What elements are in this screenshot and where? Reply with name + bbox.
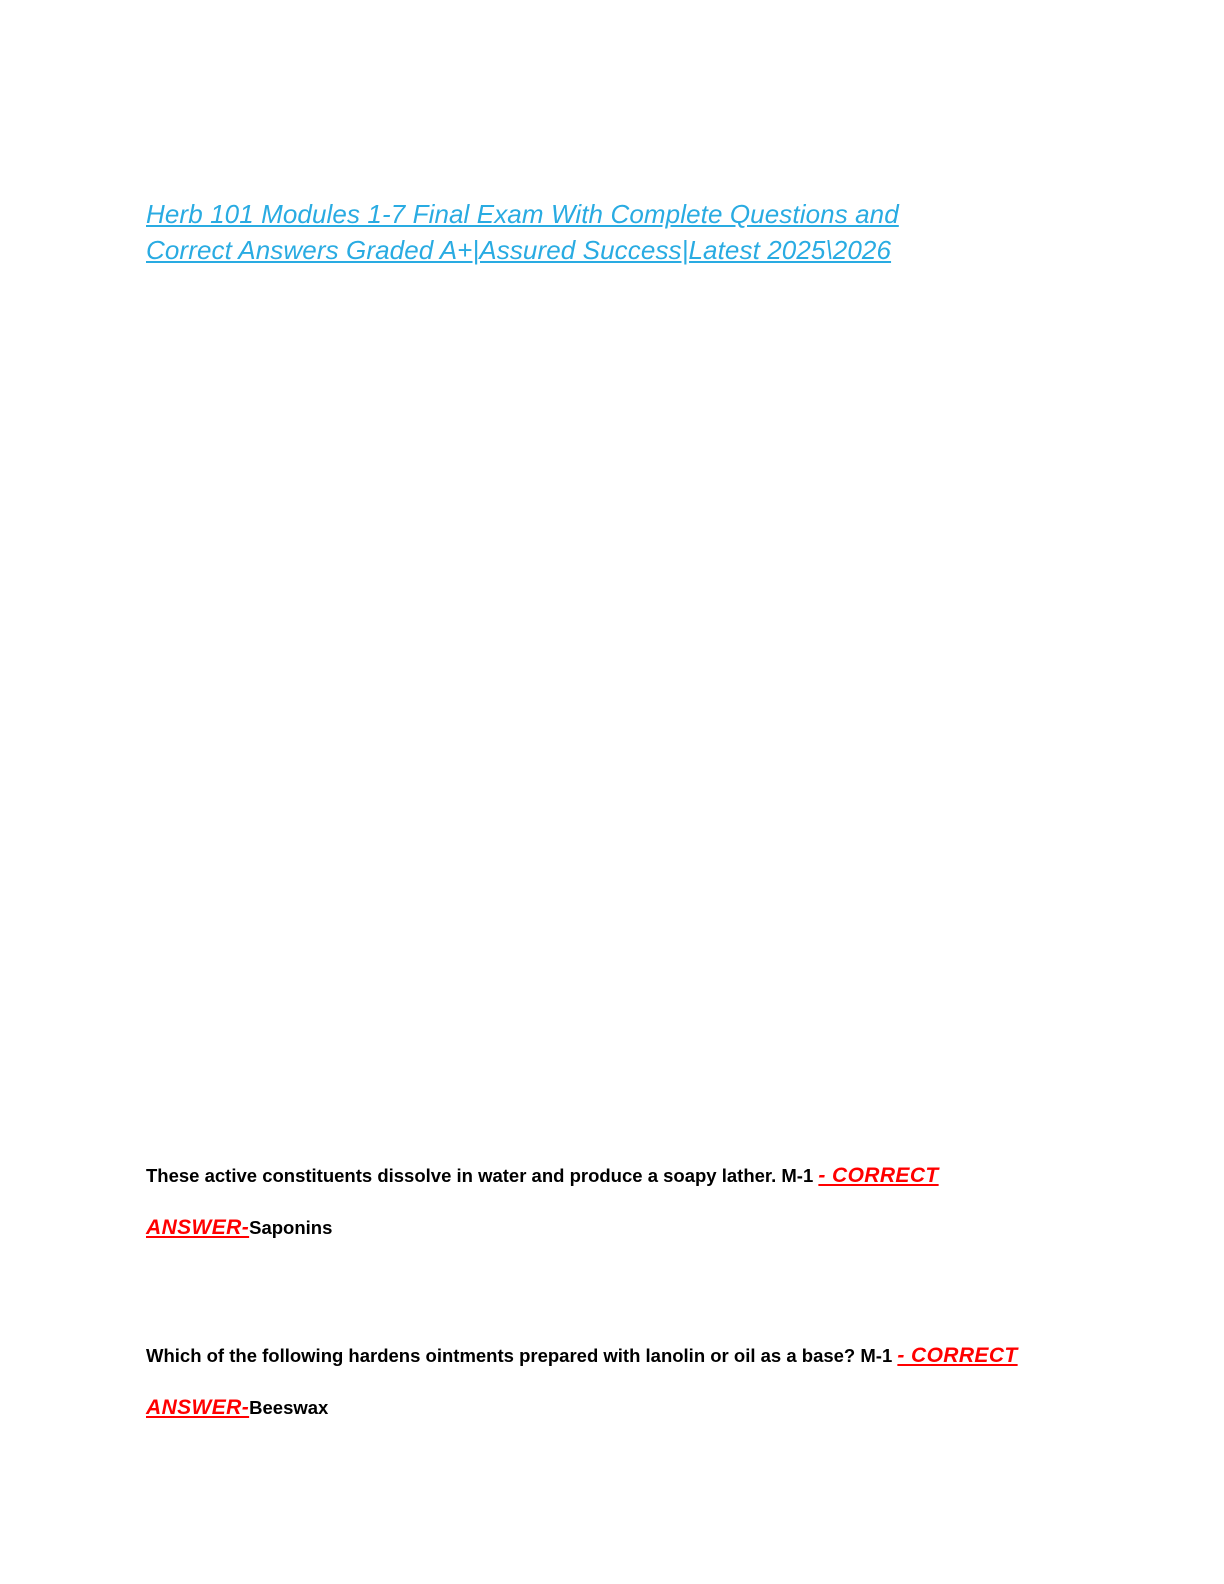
answer-text: Saponins — [249, 1217, 333, 1238]
correct-answer-marker: - CORRECT ANSWER- — [146, 1164, 939, 1239]
answer-text: Beeswax — [249, 1397, 329, 1418]
qa-item — [146, 1150, 1046, 1254]
question-text: Which of the following hardens ointments prepared with lanolin or oil as a base? M-1 — [146, 1345, 898, 1366]
correct-answer-marker: - CORRECT ANSWER- — [146, 1344, 1018, 1419]
page-title: Herb 101 Modules 1-7 Final Exam With Complete Questions and Correct Answers Graded A+|Assured Success|Latest 2025\2026 — [146, 199, 899, 265]
question-text: These active constituents dissolve in water and produce a soapy lather. M-1 — [146, 1165, 819, 1186]
qa-item — [146, 1330, 1046, 1434]
